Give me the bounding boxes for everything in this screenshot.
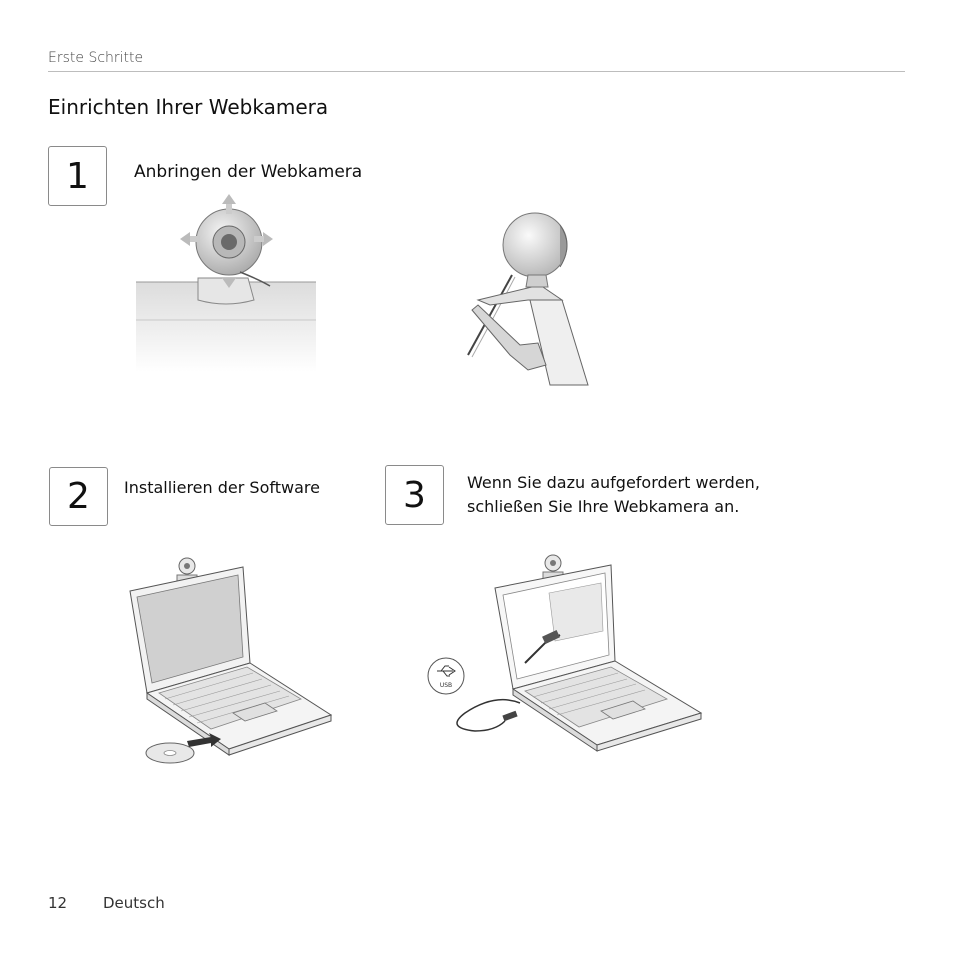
step-2-number-box bbox=[49, 467, 108, 526]
header-divider bbox=[48, 71, 905, 72]
step-3-title bbox=[467, 471, 760, 519]
step-1-title: Anbringen der Webkamera bbox=[134, 162, 363, 182]
step-2-number: 2 bbox=[67, 476, 90, 517]
step-3-number-box bbox=[385, 465, 444, 525]
usb-label: USB bbox=[439, 682, 453, 689]
page-title: Einrichten Ihrer Webkamera bbox=[48, 95, 329, 119]
webcam-on-monitor-illustration bbox=[130, 190, 325, 375]
laptop-usb-connect-illustration bbox=[425, 553, 705, 753]
step-3-title-line-1: Wenn Sie dazu aufgefordert werden, bbox=[467, 473, 760, 492]
section-label: Erste Schritte bbox=[48, 50, 144, 66]
webcam-clip-side-illustration bbox=[450, 205, 600, 390]
step-3-title-line-2: schließen Sie Ihre Webkamera an. bbox=[467, 497, 740, 516]
step-1-number: 1 bbox=[66, 155, 89, 197]
footer-language: Deutsch bbox=[103, 894, 165, 912]
step-1-number-box bbox=[48, 146, 107, 206]
laptop-cd-install-illustration bbox=[125, 553, 337, 768]
step-2-title: Installieren der Software bbox=[124, 478, 320, 497]
step-3-number: 3 bbox=[403, 474, 426, 516]
page-number: 12 bbox=[48, 894, 68, 912]
